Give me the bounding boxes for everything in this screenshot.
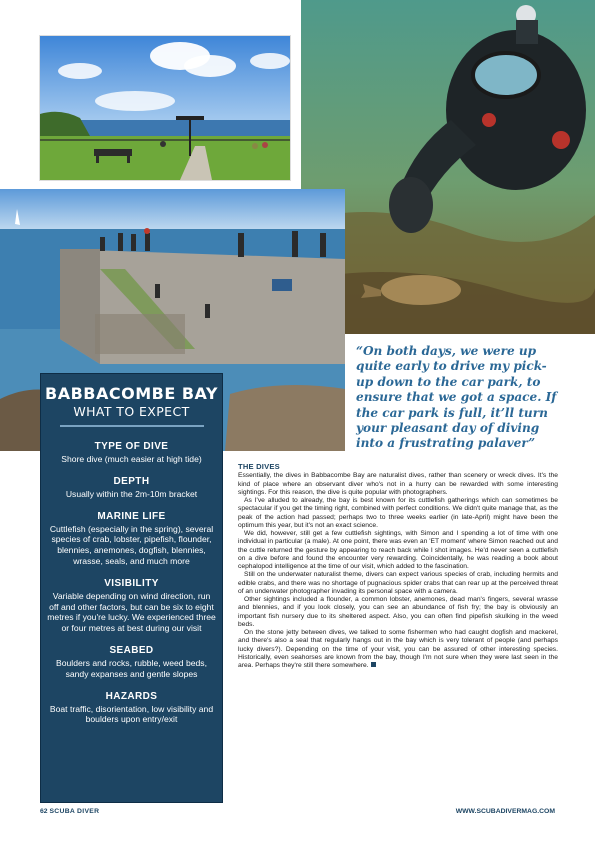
- article-paragraph: We did, however, still get a few cuttlefish sightings, with Simon and I spending a lot of time with one individual in particular (a male). At one point, there was even an 'ET moment' where Simon reached out and the cuttle returned the gesture by appearing to reach back while I shot images. He'd never seen a cuttlefish on a dive before and found the encounter very rewarding. Coincidentally, he was reading a book about cephalopod intelligence at the time of our visit, which added to the fascination.: [238, 530, 558, 570]
- article-paragraph-text: On the stone jetty between dives, we talked to some fishermen who had caught dogfish and mackerel, and there's also a seal that regularly hangs out in the bay which is very tolerant of people (and perhaps lucky divers?). Depending on the time of your visit, you can be assured of other interesting species. Historically, even seahorses are known from the bay, though I'm not sure when they were last seen in the area. Perhaps they're still there somewhere.: [238, 629, 558, 669]
- section-heading: MARINE LIFE: [97, 510, 166, 522]
- section-depth: [41, 476, 222, 500]
- clifftop-park-image: [40, 36, 290, 180]
- section-body: Variable depending on wind direction, run off and other factors, but can be six to eight metres if you're lucky. We experienced three or four metres at best during our visit: [47, 590, 216, 634]
- magazine-name: SCUBA DIVER: [49, 808, 100, 815]
- sidebar-subtitle: WHAT TO EXPECT: [73, 404, 190, 419]
- what-to-expect-box: [40, 373, 223, 803]
- section-heading: DEPTH: [113, 475, 150, 487]
- footer-website: WWW.SCUBADIVERMAG.COM: [455, 808, 555, 815]
- section-type-of-dive: [41, 441, 222, 465]
- section-heading: VISIBILITY: [104, 577, 159, 589]
- photo-diver-cuttlefish: [301, 0, 595, 334]
- section-marine-life: [41, 511, 222, 567]
- pull-quote: “On both days, we were up quite early to drive my pick-up down to the car park, to ensure that we got a space. If the car park is full, it’ll turn your pleasant day of diving into a frustrating palaver”: [356, 344, 557, 451]
- sidebar-title: BABBACOMBE BAY: [45, 384, 218, 403]
- section-seabed: [41, 645, 222, 680]
- sidebar-divider: [60, 425, 204, 427]
- section-heading: HAZARDS: [105, 690, 158, 702]
- article-paragraph-last: [238, 629, 558, 670]
- section-body: Shore dive (much easier at high tide): [61, 454, 202, 464]
- article-heading: THE DIVES: [238, 462, 280, 471]
- end-mark-icon: [371, 662, 376, 667]
- photo-clifftop-park: [39, 35, 291, 181]
- section-visibility: [41, 578, 222, 634]
- section-body: Usually within the 2m-10m bracket: [65, 488, 198, 499]
- article-paragraph: Still on the underwater naturalist theme, divers can expect various species of crab, including hermits and edible crabs, and there was no shortage of pugnacious spider crabs that can rear up at the perceived threat of an underwater photographer invading its personal space with a camera.: [238, 571, 558, 595]
- section-body: Cuttlefish (especially in the spring), several species of crab, lobster, pipefish, flounder, blennies, anemones, dogfish, blennies, wrasse, seals, and much more: [49, 523, 214, 566]
- footer-left: [40, 808, 99, 815]
- article-paragraph: As I've alluded to already, the bay is best known for its cuttlefish gatherings which can sometimes be spectacular if you get the timing right, combined with perfect conditions. We didn't quite manage that, as the peak of the action had passed; perhaps two to three weeks earlier (in late-April) might have been the optimum this year, but it's not an exact science.: [238, 497, 558, 529]
- article-paragraph: Other sightings included a flounder, a common lobster, anemones, dead man's fingers, several wrasse and blennies, and if you look closely, you can see an abundance of fish fry; the bay is obviously an important fish nursery due to its sheltered aspect. Also, you can often find pipefish skulking in the weed beds.: [238, 596, 558, 628]
- section-heading: TYPE OF DIVE: [94, 441, 169, 452]
- section-body: Boulders and rocks, rubble, weed beds, sandy expanses and gentle slopes: [56, 657, 207, 679]
- article-paragraph: Essentially, the dives in Babbacombe Bay are naturalist dives, rather than scenery or wreck dives. It's the kind of place where an observant diver who's not in a hurry can be rewarded with some interesting sightings. For this reason, the dive is quite popular with photographers.: [238, 472, 558, 496]
- section-heading: SEABED: [109, 644, 154, 656]
- section-body: Boat traffic, disorientation, low visibility and boulders upon entry/exit: [49, 703, 214, 725]
- diver-image: [301, 0, 595, 334]
- section-hazards: [41, 691, 222, 726]
- article-body: [238, 463, 558, 670]
- page-number: 62: [40, 808, 48, 815]
